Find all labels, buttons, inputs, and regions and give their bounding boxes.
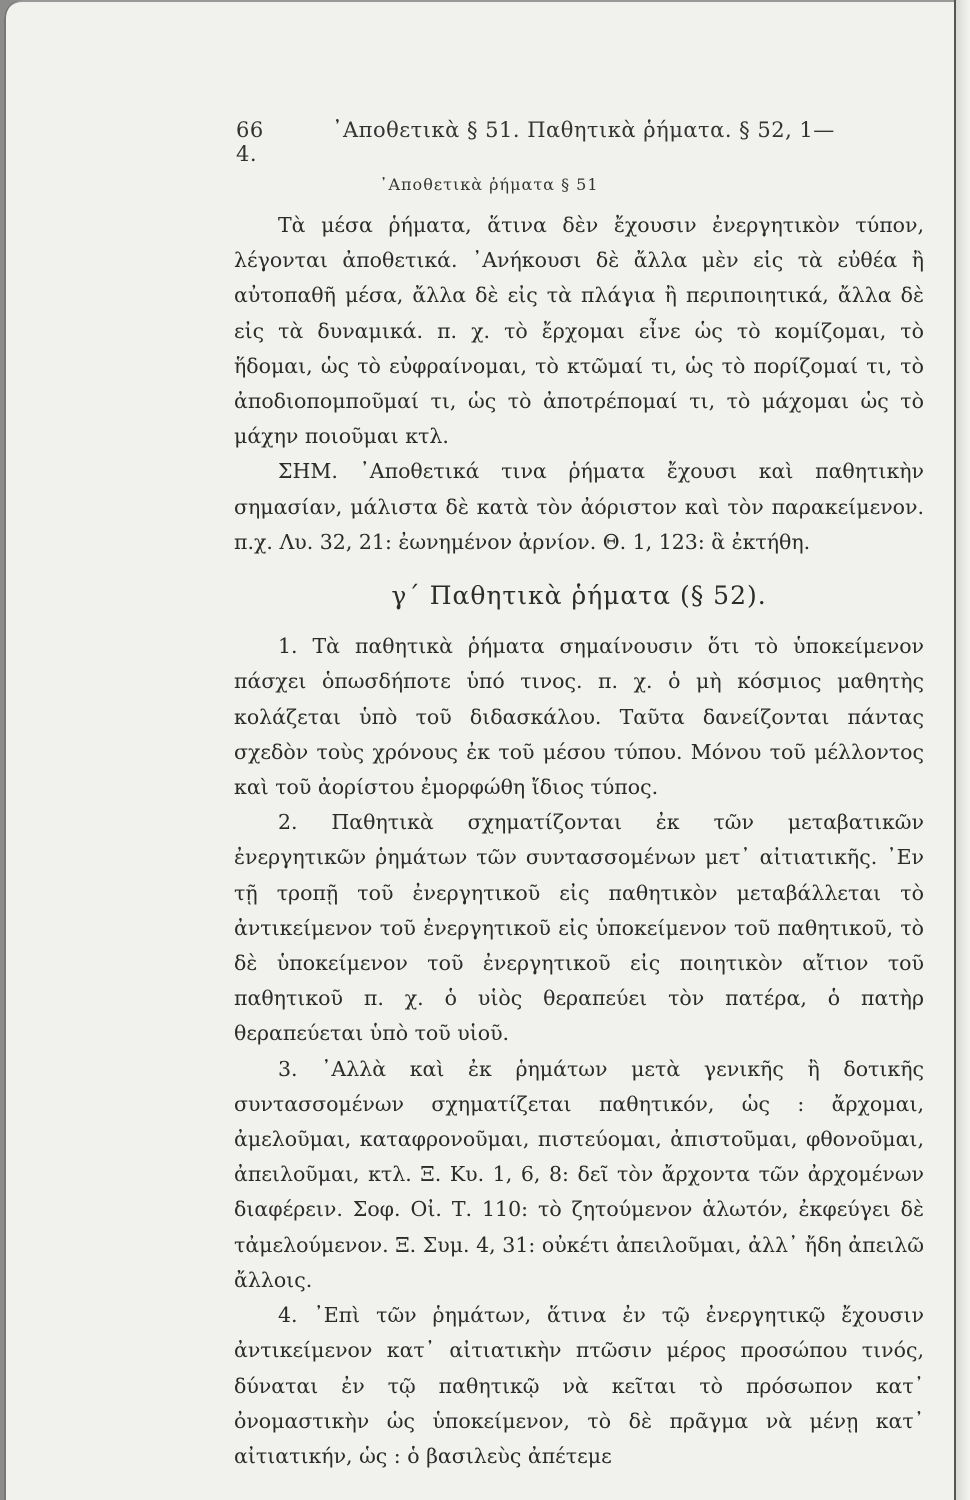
paragraph-note: ΣΗΜ. ᾿Αποθετικά τινα ῥήματα ἔχουσι καὶ παθητικὴν σημασίαν, μάλιστα δὲ κατὰ τὸν ἀόριστον καὶ τὸν παρακείμενον. π.χ. Λυ. 32, 21: ἐωνημένον ἀρνίον. Θ. 1, 123: ἃ ἐκτήθη. — [234, 459, 924, 554]
section-title: γ΄ Παθητικὰ ῥήματα (§ 52). — [391, 581, 767, 611]
paragraph-1: 1. Τὰ παθητικὰ ῥήματα σημαίνουσιν ὅτι τὸ ὑποκείμενον πάσχει ὁπωσδήποτε ὑπό τινος. π. χ. ὁ μὴ κόσμιος μαθητὴς κολάζεται ὑπὸ τοῦ διδασκάλου. Ταῦτα δανείζονται πάντας σχεδὸν τοὺς χρόνους ἐκ τοῦ μέσου τύπου. Μόνου τοῦ μέλλοντος καὶ τοῦ ἀορίστου ἐμορφώθη ἴδιος τύπος. — [234, 634, 924, 800]
running-header — [236, 118, 836, 166]
page-edge — [954, 0, 970, 1500]
subtitle: ᾿Αποθετικὰ ῥήματα § 51 — [379, 175, 599, 194]
paragraph-3: 3. ᾿Αλλὰ καὶ ἐκ ῥημάτων μετὰ γενικῆς ἢ δοτικῆς συντασσομένων σχηματίζεται παθητικόν, ὡς : ἄρχομαι, ἀμελοῦμαι, καταφρονοῦμαι, πιστεύομαι, ἀπιστοῦμαι, φθονοῦμαι, ἀπειλοῦμαι, κτλ. Ξ. Κυ. 1, 6, 8: δεῖ τὸν ἄρχοντα τῶν ἀρχομένων διαφέρειν. Σοφ. Οἰ. Τ. 110: τὸ ζητούμενον ἁλωτόν, ἐκφεύγει δὲ τἀμελούμενον. Ξ. Συμ. 4, 31: οὐκέτι ἀπειλοῦμαι, ἀλλ᾿ ἤδη ἀπειλῶ ἄλλοις. — [234, 1056, 924, 1292]
paragraph-4: 4. ᾿Επὶ τῶν ῥημάτων, ἅτινα ἐν τῷ ἐνεργητικῷ ἔχουσιν ἀντικείμενον κατ᾿ αἰτιατικὴν πτῶσιν μέρος προσώπου τινός, δύναται ἐν τῷ παθητικῷ νὰ κεῖται τὸ πρόσωπον κατ᾿ ὀνομαστικὴν ὡς ὑποκείμενον, τὸ δὲ πρᾶγμα νὰ μένῃ κατ᾿ αἰτιατικήν, ὡς : ὁ βασιλεὺς ἀπέτεμε — [234, 1303, 924, 1468]
page-number: 66 — [236, 118, 264, 142]
running-head-text: ᾿Αποθετικὰ § 51. Παθητικὰ ῥήματα. § 52, 1—4. — [236, 118, 835, 166]
paragraph-2: 2. Παθητικὰ σχηματίζονται ἐκ τῶν μεταβατικῶν ἐνεργητικῶν ῥημάτων τῶν συντασσομένων μετ᾿ αἰτιατικῆς. ᾿Εν τῇ τροπῇ τοῦ ἐνεργητικοῦ εἰς παθητικὸν μεταβάλλεται τὸ ἀντικείμενον τοῦ ἐνεργητικοῦ εἰς ὑποκείμενον τοῦ παθητικοῦ, τὸ δὲ ὑποκείμενον τοῦ ἐνεργητικοῦ εἰς ποιητικὸν αἴτιον τοῦ παθητικοῦ π. χ. ὁ υἱὸς θεραπεύει τὸν πατέρα, ὁ πατὴρ θεραπεύεται ὑπὸ τοῦ υἱοῦ. — [234, 810, 924, 1046]
paragraph-deponents: Τὰ μέσα ῥήματα, ἅτινα δὲν ἔχουσιν ἐνεργητικὸν τύπον, λέγονται ἀποθετικά. ᾿Ανήκουσι δὲ ἄλλα μὲν εἰς τὰ εὐθέα ἢ αὐτοπαθῆ μέσα, ἄλλα δὲ εἰς τὰ πλάγια ἢ περιποιητικά, ἄλλα δὲ εἰς τὰ δυναμικά. π. χ. τὸ ἔρχομαι εἶνε ὡς τὸ κομίζομαι, τὸ ἥδομαι, ὡς τὸ εὐφραίνομαι, τὸ κτῶμαί τι, ὡς τὸ πορίζομαί τι, τὸ ἀποδιοπομποῦμαί τι, ὡς τὸ ἀποτρέπομαί τι, τὸ μάχομαι ὡς τὸ μάχην ποιοῦμαι κτλ. — [234, 213, 924, 449]
body-text — [234, 208, 924, 1474]
book-page — [4, 0, 956, 1500]
